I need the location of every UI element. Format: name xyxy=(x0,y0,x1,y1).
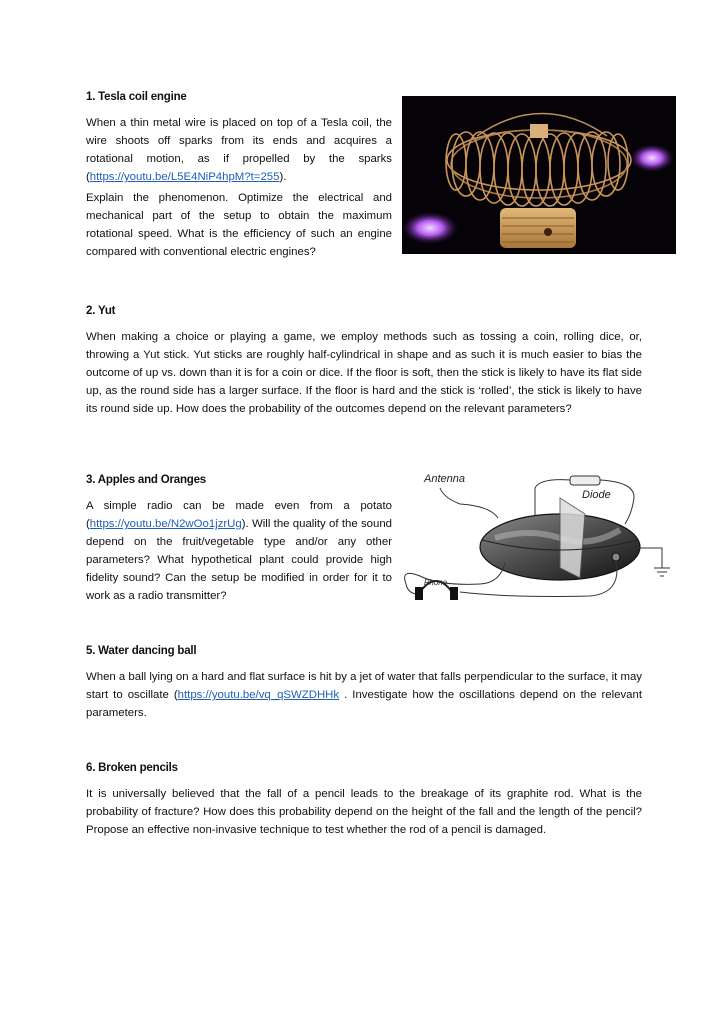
video-link-tesla[interactable]: https://youtu.be/L5E4NiP4hpM?t=255 xyxy=(89,171,280,183)
section-1-paragraph-1 xyxy=(86,114,392,186)
section-heading-apples-and-oranges: 3. Apples and Oranges xyxy=(86,474,206,486)
section-3-paragraph xyxy=(86,497,392,605)
paragraph-text: A simple radio can be made even from a potato ( xyxy=(86,500,392,530)
video-link-water-ball[interactable]: https://youtu.be/vq_qSWZDHHk xyxy=(177,689,340,701)
section-heading-tesla-coil-engine: 1. Tesla coil engine xyxy=(86,91,187,103)
section-6-paragraph: It is universally believed that the fall of a pencil leads to the breakage of its graphite rod. What is the probability of fracture? How does this probability depend on the height of the fall and the length of the pencil? Propose an effective non-invasive technique to test whether the rod of a pencil is damaged. xyxy=(86,788,642,836)
tesla-coil-illustration xyxy=(402,96,676,254)
potato-radio-illustration xyxy=(400,468,678,604)
antenna-label: Antenna xyxy=(424,473,465,485)
diode-label: Diode xyxy=(582,489,611,501)
tesla-coil-engine-image xyxy=(402,96,676,254)
phone-label: Phone xyxy=(424,578,448,587)
paragraph-text: When a ball lying on a hard and flat surface is hit by a jet of water that falls perpendicular to the surface, it may start to oscillate ( xyxy=(86,671,642,701)
section-heading-yut: 2. Yut xyxy=(86,305,116,317)
paragraph-text: When a thin metal wire is placed on top of a Tesla coil, the wire shoots off sparks from its ends and acquires a rotational motion, as if propelled by the sparks ( xyxy=(86,117,392,183)
video-link-potato-radio[interactable]: https://youtu.be/N2wOo1jzrUg xyxy=(89,518,242,530)
section-1-paragraph-2: Explain the phenomenon. Optimize the electrical and mechanical part of the setup to obtain the maximum rotational speed. What is the efficiency of such an engine compared with conventional electric engines? xyxy=(86,192,392,258)
section-heading-broken-pencils: 6. Broken pencils xyxy=(86,762,178,774)
paragraph-text: ). Will the quality of the sound depend on the fruit/vegetable type and/or any other parameters? What hypothetical plant could provide high fidelity sound? Can the setup be modified in order for it to work as a radio transmitter? xyxy=(86,518,392,602)
section-5-paragraph xyxy=(86,668,642,722)
paragraph-text: ). xyxy=(279,171,287,183)
potato-radio-diagram xyxy=(400,468,678,604)
section-heading-water-dancing-ball: 5. Water dancing ball xyxy=(86,645,197,657)
paragraph-text: . Investigate how the oscillations depend on the relevant parameters. xyxy=(86,689,642,719)
section-2-paragraph: When making a choice or playing a game, we employ methods such as tossing a coin, rolling dice, or, throwing a Yut stick. Yut sticks are roughly half-cylindrical in shape and as such it is much easier to bias the outcome of up vs. down than it is for a coin or dice. If the floor is soft, then the stick is likely to have its flat side up, as the round side has a larger surface. If the floor is hard and the stick is ‘rolled’, the stick is likely to have its round side up. How does the probability of the outcomes depend on the relevant parameters? xyxy=(86,331,642,415)
